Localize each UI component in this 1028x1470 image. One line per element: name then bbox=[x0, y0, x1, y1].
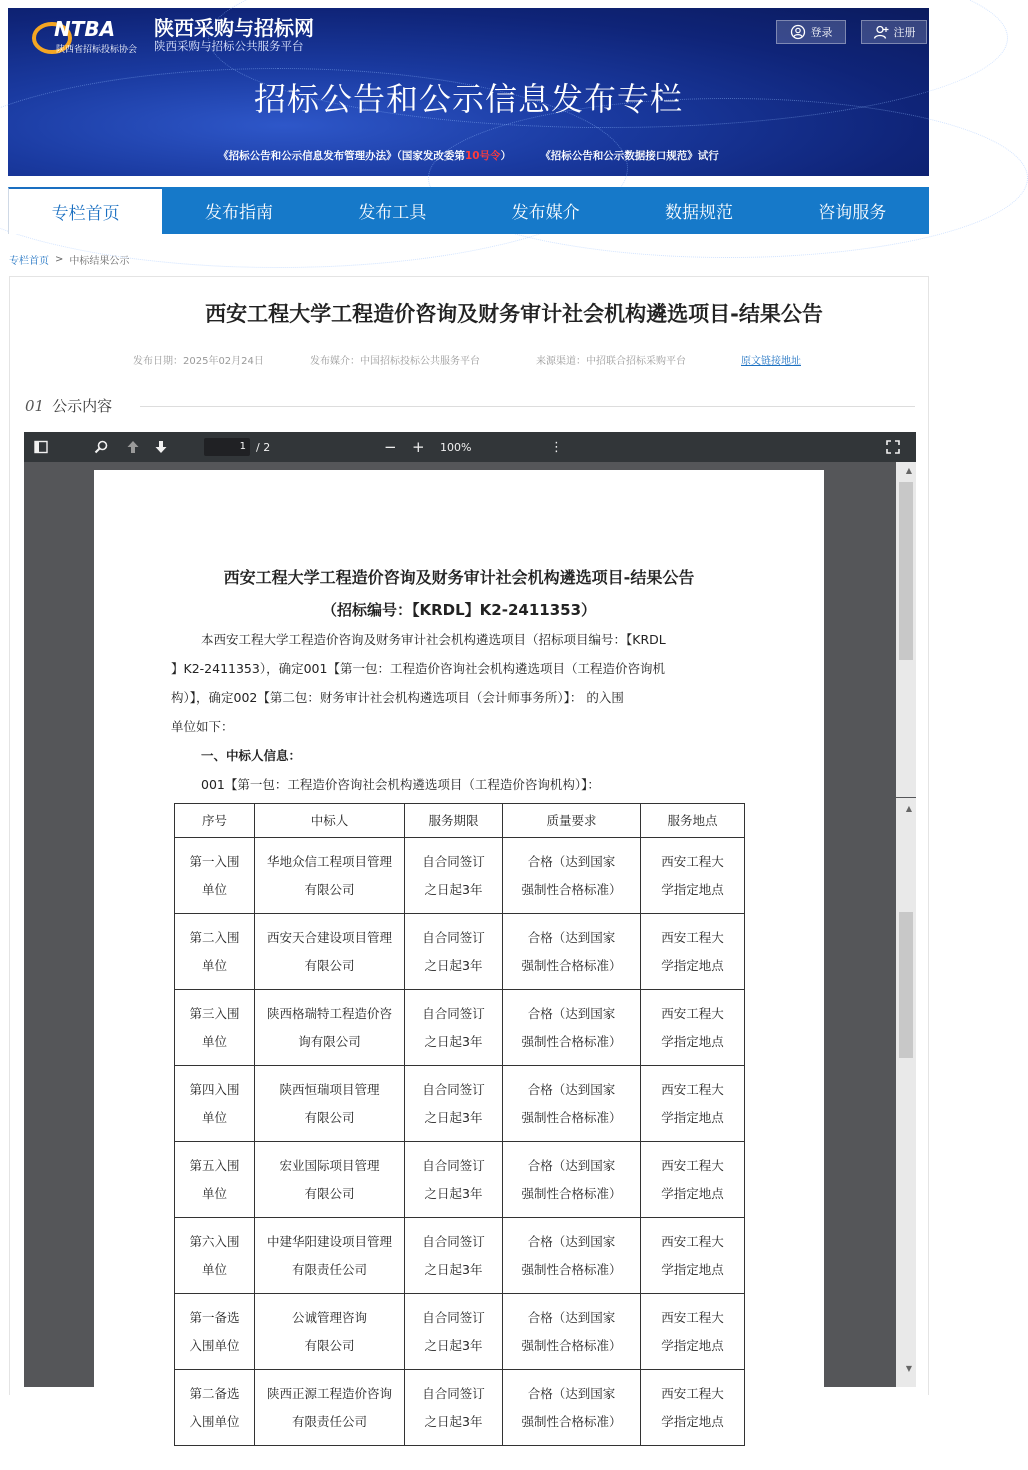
cell-line: 之日起3年 bbox=[424, 1033, 483, 1049]
cell-line: 宏业国际项目管理 bbox=[279, 1157, 380, 1173]
publish-date: 发布日期：2025年02月24日 bbox=[133, 356, 264, 367]
user-add-icon bbox=[873, 24, 889, 40]
cell-line: 陕西格瑞特工程造价咨 bbox=[266, 1005, 392, 1021]
cell-service-period bbox=[405, 914, 503, 990]
cell-line: 之日起3年 bbox=[424, 1413, 483, 1429]
document-paragraph-line: 构）】，确定002【第二包：财务审计社会机构遴选项目（会计师事务所）】： 的入围 bbox=[171, 690, 624, 705]
table-row bbox=[175, 990, 745, 1066]
header-location: 服务地点 bbox=[641, 804, 745, 838]
cell-location bbox=[641, 1370, 745, 1446]
cell-location bbox=[641, 990, 745, 1066]
cell-line: 自合同签订 bbox=[422, 929, 485, 945]
table-row bbox=[175, 914, 745, 990]
cell-service-period bbox=[405, 1294, 503, 1370]
cell-line: 西安天合建设项目管理 bbox=[266, 929, 392, 945]
cell-winner bbox=[255, 1218, 405, 1294]
cell-quality bbox=[503, 838, 641, 914]
main-nav bbox=[8, 187, 929, 234]
cell-line: 强制性合格标准） bbox=[521, 1109, 622, 1125]
site-subtitle: 陕西采购与招标公共服务平台 bbox=[154, 39, 304, 53]
header-banner bbox=[8, 8, 929, 176]
cell-line: 西安工程大 bbox=[661, 853, 724, 869]
cell-line: 学指定地点 bbox=[661, 1185, 724, 1201]
document-subtitle: （招标编号：【KRDL】K2-2411353） bbox=[321, 601, 597, 619]
cell-line: 合格（达到国家 bbox=[527, 1081, 616, 1097]
interface-spec-link[interactable]: 《招标公告和公示数据接口规范》试行 bbox=[540, 150, 719, 162]
source-channel: 来源渠道：中招联合招标采购平台 bbox=[536, 356, 686, 367]
original-link[interactable]: 原文链接地址 bbox=[741, 356, 801, 367]
breadcrumb-current: 中标结果公示 bbox=[69, 256, 130, 267]
cell-line: 第六入围 bbox=[189, 1233, 240, 1249]
cell-location bbox=[641, 1142, 745, 1218]
regulation-number: 10号令 bbox=[464, 150, 501, 162]
cell-winner bbox=[255, 1066, 405, 1142]
cell-line: 强制性合格标准） bbox=[521, 1413, 622, 1429]
cell-location bbox=[641, 838, 745, 914]
cell-line: 入围单位 bbox=[189, 1413, 240, 1429]
cell-index bbox=[175, 1294, 255, 1370]
pdf-page bbox=[94, 470, 824, 1470]
sidebar-icon bbox=[34, 440, 48, 454]
cell-line: 陕西正源工程造价咨询 bbox=[266, 1385, 392, 1401]
cell-line: 学指定地点 bbox=[661, 1033, 724, 1049]
table-row bbox=[175, 838, 745, 914]
article-title: 西安工程大学工程造价咨询及财务审计社会机构遴选项目-结果公告 bbox=[205, 302, 823, 326]
upper-scrollbar[interactable] bbox=[896, 462, 916, 797]
table-row bbox=[175, 1294, 745, 1370]
cell-line: 第五入围 bbox=[189, 1157, 240, 1173]
cell-line: 强制性合格标准） bbox=[521, 1261, 622, 1277]
cell-quality bbox=[503, 1142, 641, 1218]
cell-line: 第二入围 bbox=[189, 929, 240, 945]
cell-line: 合格（达到国家 bbox=[527, 1309, 616, 1325]
cell-line: 单位 bbox=[201, 1109, 227, 1125]
document-paragraph-line: 本西安工程大学工程造价咨询及财务审计社会机构遴选项目（招标项目编号：【KRDL bbox=[201, 632, 666, 647]
nav-item-guide[interactable]: 发布指南 bbox=[204, 203, 273, 223]
cell-line: 合格（达到国家 bbox=[527, 1005, 616, 1021]
nav-item-tools[interactable]: 发布工具 bbox=[358, 203, 427, 223]
breadcrumb bbox=[9, 252, 129, 267]
header-quality: 质量要求 bbox=[503, 804, 641, 838]
search-icon bbox=[94, 440, 108, 454]
cell-location bbox=[641, 1294, 745, 1370]
scroll-down-arrow[interactable]: ▼ bbox=[905, 1364, 912, 1373]
nav-item-media[interactable]: 发布媒介 bbox=[511, 203, 580, 223]
site-title: 陕西采购与招标网 bbox=[154, 16, 314, 40]
breadcrumb-separator: > bbox=[55, 254, 64, 265]
cell-line: 单位 bbox=[201, 881, 227, 897]
cell-line: 自合同签订 bbox=[422, 1005, 485, 1021]
cell-line: 合格（达到国家 bbox=[527, 1233, 616, 1249]
sidebar-toggle-button[interactable] bbox=[34, 432, 48, 462]
site-logo[interactable] bbox=[30, 14, 160, 58]
cell-line: 合格（达到国家 bbox=[527, 1157, 616, 1173]
cell-line: 之日起3年 bbox=[424, 1185, 483, 1201]
cell-line: 有限公司 bbox=[304, 1337, 355, 1353]
cell-winner bbox=[255, 1142, 405, 1218]
cell-service-period bbox=[405, 1370, 503, 1446]
nav-item-home[interactable]: 专栏首页 bbox=[8, 187, 162, 234]
cell-quality bbox=[503, 914, 641, 990]
cell-line: 西安工程大 bbox=[661, 1081, 724, 1097]
next-page-button[interactable] bbox=[154, 432, 168, 462]
cell-line: 强制性合格标准） bbox=[521, 1033, 622, 1049]
previous-page-button[interactable] bbox=[126, 432, 140, 462]
cell-service-period bbox=[405, 1142, 503, 1218]
cell-line: 有限公司 bbox=[304, 881, 355, 897]
breadcrumb-home[interactable]: 专栏首页 bbox=[9, 256, 49, 267]
arrow-down-icon bbox=[154, 440, 168, 454]
cell-location bbox=[641, 1066, 745, 1142]
cell-service-period bbox=[405, 1066, 503, 1142]
upper-scroll-thumb[interactable] bbox=[899, 482, 913, 660]
cell-line: 有限公司 bbox=[304, 1109, 355, 1125]
cell-service-period bbox=[405, 990, 503, 1066]
banner-decoration bbox=[428, 98, 1028, 258]
cell-quality bbox=[503, 1370, 641, 1446]
cell-line: 有限责任公司 bbox=[291, 1261, 367, 1277]
register-button[interactable] bbox=[861, 20, 927, 44]
cell-line: 学指定地点 bbox=[661, 957, 724, 973]
cell-line: 单位 bbox=[201, 957, 227, 973]
cell-line: 第二备选 bbox=[189, 1385, 240, 1401]
zoom-in-button[interactable]: + bbox=[412, 438, 425, 456]
cell-line: 第一入围 bbox=[189, 853, 240, 869]
table-body bbox=[175, 838, 745, 1446]
zoom-out-button[interactable]: − bbox=[384, 438, 397, 456]
header-index: 序号 bbox=[175, 804, 255, 838]
cell-line: 学指定地点 bbox=[661, 1261, 724, 1277]
register-label: 注册 bbox=[893, 26, 916, 39]
cell-line: 自合同签订 bbox=[422, 1081, 485, 1097]
cell-quality bbox=[503, 1294, 641, 1370]
pdf-viewer bbox=[24, 432, 916, 1429]
cell-line: 单位 bbox=[201, 1185, 227, 1201]
cell-line: 自合同签订 bbox=[422, 1157, 485, 1173]
cell-line: 合格（达到国家 bbox=[527, 1385, 616, 1401]
arrow-up-icon bbox=[126, 440, 140, 454]
section-number: 01 bbox=[25, 397, 45, 415]
cell-line: 自合同签订 bbox=[422, 853, 485, 869]
search-button[interactable] bbox=[94, 432, 108, 462]
cell-line: 单位 bbox=[201, 1261, 227, 1277]
section-label: 公示内容 bbox=[52, 397, 113, 415]
fullscreen-button[interactable] bbox=[886, 432, 900, 462]
package-line: 001【第一包：工程造价咨询社会机构遴选项目（工程造价咨询机构）】： bbox=[201, 777, 600, 792]
nav-item-data-spec[interactable]: 数据规范 bbox=[664, 203, 733, 223]
cell-location bbox=[641, 914, 745, 990]
cell-index bbox=[175, 1066, 255, 1142]
banner-title: 招标公告和公示信息发布专栏 bbox=[253, 80, 683, 118]
cell-quality bbox=[503, 1218, 641, 1294]
cell-line: 西安工程大 bbox=[661, 1233, 724, 1249]
cell-line: 华地众信工程项目管理 bbox=[266, 853, 392, 869]
cell-winner bbox=[255, 838, 405, 914]
cell-line: 之日起3年 bbox=[424, 881, 483, 897]
cell-index bbox=[175, 838, 255, 914]
table-row bbox=[175, 1066, 745, 1142]
cell-line: 学指定地点 bbox=[661, 1109, 724, 1125]
cell-line: 询有限公司 bbox=[298, 1033, 361, 1049]
page-number-input[interactable]: 1 bbox=[204, 438, 250, 456]
cell-line: 自合同签订 bbox=[422, 1385, 485, 1401]
cell-line: 有限公司 bbox=[304, 957, 355, 973]
cell-line: 强制性合格标准） bbox=[521, 881, 622, 897]
section-heading bbox=[25, 395, 112, 416]
cell-line: 之日起3年 bbox=[424, 957, 483, 973]
cell-line: 之日起3年 bbox=[424, 1337, 483, 1353]
cell-line: 中建华阳建设项目管理 bbox=[266, 1233, 392, 1249]
regulation-link[interactable]: 《招标公告和公示信息发布管理办法》（国家发改委第10号令） bbox=[218, 150, 512, 162]
cell-service-period bbox=[405, 838, 503, 914]
cell-line: 第四入围 bbox=[189, 1081, 240, 1097]
document-paragraph-line: 单位如下： bbox=[171, 719, 234, 734]
cell-line: 有限责任公司 bbox=[291, 1413, 367, 1429]
cell-winner bbox=[255, 990, 405, 1066]
cell-line: 学指定地点 bbox=[661, 881, 724, 897]
banner-notes bbox=[8, 148, 929, 163]
zoom-level[interactable]: 100% bbox=[440, 440, 472, 454]
section-divider bbox=[140, 406, 915, 407]
cell-line: 之日起3年 bbox=[424, 1109, 483, 1125]
cell-line: 强制性合格标准） bbox=[521, 957, 622, 973]
document-paragraph-line: 】K2-2411353），确定001【第一包：工程造价咨询社会机构遴选项目（工程造价咨询机 bbox=[171, 661, 665, 676]
more-options-button[interactable]: ⋮ bbox=[550, 439, 563, 455]
table-header-row bbox=[175, 804, 745, 838]
nav-item-consulting[interactable]: 咨询服务 bbox=[818, 203, 887, 223]
cell-quality bbox=[503, 990, 641, 1066]
cell-service-period bbox=[405, 1218, 503, 1294]
page-total: / 2 bbox=[256, 440, 271, 454]
header-winner: 中标人 bbox=[255, 804, 405, 838]
header-service-period: 服务期限 bbox=[405, 804, 503, 838]
cell-line: 入围单位 bbox=[189, 1337, 240, 1353]
cell-line: 学指定地点 bbox=[661, 1413, 724, 1429]
cell-index bbox=[175, 1142, 255, 1218]
cell-index bbox=[175, 1370, 255, 1446]
logo-subtext: 陕西省招标投标协会 bbox=[56, 45, 138, 55]
cell-line: 西安工程大 bbox=[661, 1157, 724, 1173]
cell-winner bbox=[255, 1370, 405, 1446]
document-heading: 一、中标人信息： bbox=[201, 748, 302, 763]
scroll-up-arrow[interactable]: ▲ bbox=[905, 804, 912, 813]
table-row bbox=[175, 1218, 745, 1294]
cell-line: 自合同签订 bbox=[422, 1233, 485, 1249]
login-label: 登录 bbox=[810, 26, 833, 39]
table-row bbox=[175, 1370, 745, 1446]
cell-line: 有限公司 bbox=[304, 1185, 355, 1201]
cell-line: 第一备选 bbox=[189, 1309, 240, 1325]
cell-line: 陕西恒瑞项目管理 bbox=[279, 1081, 380, 1097]
scroll-up-arrow[interactable]: ▲ bbox=[905, 466, 912, 475]
cell-index bbox=[175, 914, 255, 990]
cell-index bbox=[175, 1218, 255, 1294]
cell-line: 西安工程大 bbox=[661, 1309, 724, 1325]
cell-line: 合格（达到国家 bbox=[527, 853, 616, 869]
cell-line: 第三入围 bbox=[189, 1005, 240, 1021]
lower-scrollbar[interactable] bbox=[896, 798, 916, 1387]
cell-winner bbox=[255, 914, 405, 990]
cell-line: 之日起3年 bbox=[424, 1261, 483, 1277]
cell-index bbox=[175, 990, 255, 1066]
lower-scroll-thumb[interactable] bbox=[899, 912, 913, 1058]
login-button[interactable] bbox=[776, 20, 846, 44]
cell-line: 公诚管理咨询 bbox=[291, 1309, 367, 1325]
cell-line: 自合同签订 bbox=[422, 1309, 485, 1325]
cell-line: 合格（达到国家 bbox=[527, 929, 616, 945]
logo-text: NTBA bbox=[54, 17, 116, 41]
winner-table bbox=[174, 803, 745, 1446]
cell-winner bbox=[255, 1294, 405, 1370]
document-title: 西安工程大学工程造价咨询及财务审计社会机构遴选项目-结果公告 bbox=[223, 568, 695, 587]
table-row bbox=[175, 1142, 745, 1218]
user-circle-icon bbox=[790, 24, 806, 40]
cell-line: 强制性合格标准） bbox=[521, 1185, 622, 1201]
cell-line: 强制性合格标准） bbox=[521, 1337, 622, 1353]
cell-location bbox=[641, 1218, 745, 1294]
fullscreen-icon bbox=[886, 440, 900, 454]
pdf-toolbar bbox=[24, 432, 916, 462]
publish-media: 发布媒介：中国招标投标公共服务平台 bbox=[310, 356, 480, 367]
cell-line: 西安工程大 bbox=[661, 1385, 724, 1401]
cell-line: 单位 bbox=[201, 1033, 227, 1049]
cell-line: 学指定地点 bbox=[661, 1337, 724, 1353]
cell-line: 西安工程大 bbox=[661, 929, 724, 945]
cell-quality bbox=[503, 1066, 641, 1142]
cell-line: 西安工程大 bbox=[661, 1005, 724, 1021]
